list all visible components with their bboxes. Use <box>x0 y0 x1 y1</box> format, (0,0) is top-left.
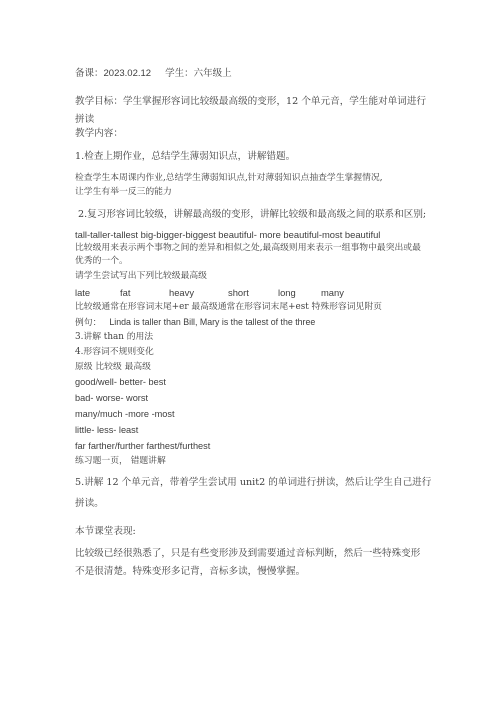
word-item: fat <box>120 287 131 298</box>
homework-review-line1: 检查学生本周课内作业,总结学生薄弱知识点,针对薄弱知识点抽查学生掌握情况, <box>75 173 383 183</box>
exercise-prompt: 请学生尝试写出下列比较级最高级 <box>75 271 207 281</box>
step-1: 1.检查上期作业，总结学生薄弱知识点，讲解错题。 <box>75 151 296 162</box>
word-item: short <box>228 287 249 298</box>
irregular-form: little- less- least <box>75 425 139 435</box>
student-label: 学生： <box>165 68 194 79</box>
example-sentence-line <box>75 316 315 330</box>
comparison-rule-line2: 优秀的一个。 <box>75 256 128 266</box>
prep-date: 2023.02.12 <box>103 68 152 79</box>
word-list <box>75 286 375 299</box>
teaching-objective-line1: 教学目标：学生掌握形容词比较级最高级的变形，12 个单元音，学生能对单词进行 <box>75 96 427 107</box>
content-heading: 教学内容： <box>75 128 123 139</box>
performance-line1: 比较级已经很熟悉了，只是有些变形涉及到需要通过音标判断，然后一些特殊变形 <box>75 548 421 559</box>
irregular-form: bad- worse- worst <box>75 393 149 403</box>
word-item: heavy <box>169 287 195 298</box>
example-label: 例句： <box>75 318 102 328</box>
word-item: late <box>75 287 91 298</box>
word-item: long <box>278 287 296 298</box>
word-item: many <box>321 287 344 298</box>
student-grade: 六年级上 <box>193 68 232 79</box>
homework-review-line2: 让学生有举一反三的能力 <box>75 187 172 197</box>
step-5-line1: 5.讲解 12 个单元音，带着学生尝试用 unit2 的单词进行拼读，然后让学生自己进行 <box>75 477 432 488</box>
irregular-form: good/well- better- best <box>75 377 166 387</box>
comparative-examples: tall-taller-tallest big-bigger-biggest beautiful- more beautiful-most beautiful <box>75 229 381 240</box>
step-5-line2: 拼读。 <box>75 498 104 509</box>
irregular-form: many/much -more -most <box>75 409 175 419</box>
teaching-objective-line2: 拼读 <box>75 114 95 125</box>
step-2: 2.复习形容词比较级，讲解最高级的变形，讲解比较级和最高级之间的联系和区别; <box>78 209 427 220</box>
example-sentence: Linda is taller than Bill, Mary is the tallest of the three <box>109 317 316 327</box>
suffix-rule: 比较级通常在形容词末尾+er 最高级通常在形容词末尾+est 特殊形容词见附页 <box>75 302 382 312</box>
irregular-form: far farther/further farthest/furthest <box>75 441 211 451</box>
prep-label: 备课： <box>75 68 104 79</box>
header-line <box>75 67 232 80</box>
performance-line2: 不是很清楚。特殊变形多记背，音标多读，慢慢掌握。 <box>75 566 306 577</box>
step-4: 4.形容词不规则变化 <box>75 347 154 357</box>
irregular-table-header: 原级 比较级 最高级 <box>75 362 151 372</box>
practice-note: 练习题一页， 错题讲解 <box>75 456 166 466</box>
performance-heading: 本节课堂表现: <box>75 526 136 537</box>
step-3: 3.讲解 than 的用法 <box>75 332 154 342</box>
comparison-rule-line1: 比较级用来表示两个事物之间的差异和相似之处,最高级则用来表示一组事物中最突出或最 <box>75 243 421 253</box>
